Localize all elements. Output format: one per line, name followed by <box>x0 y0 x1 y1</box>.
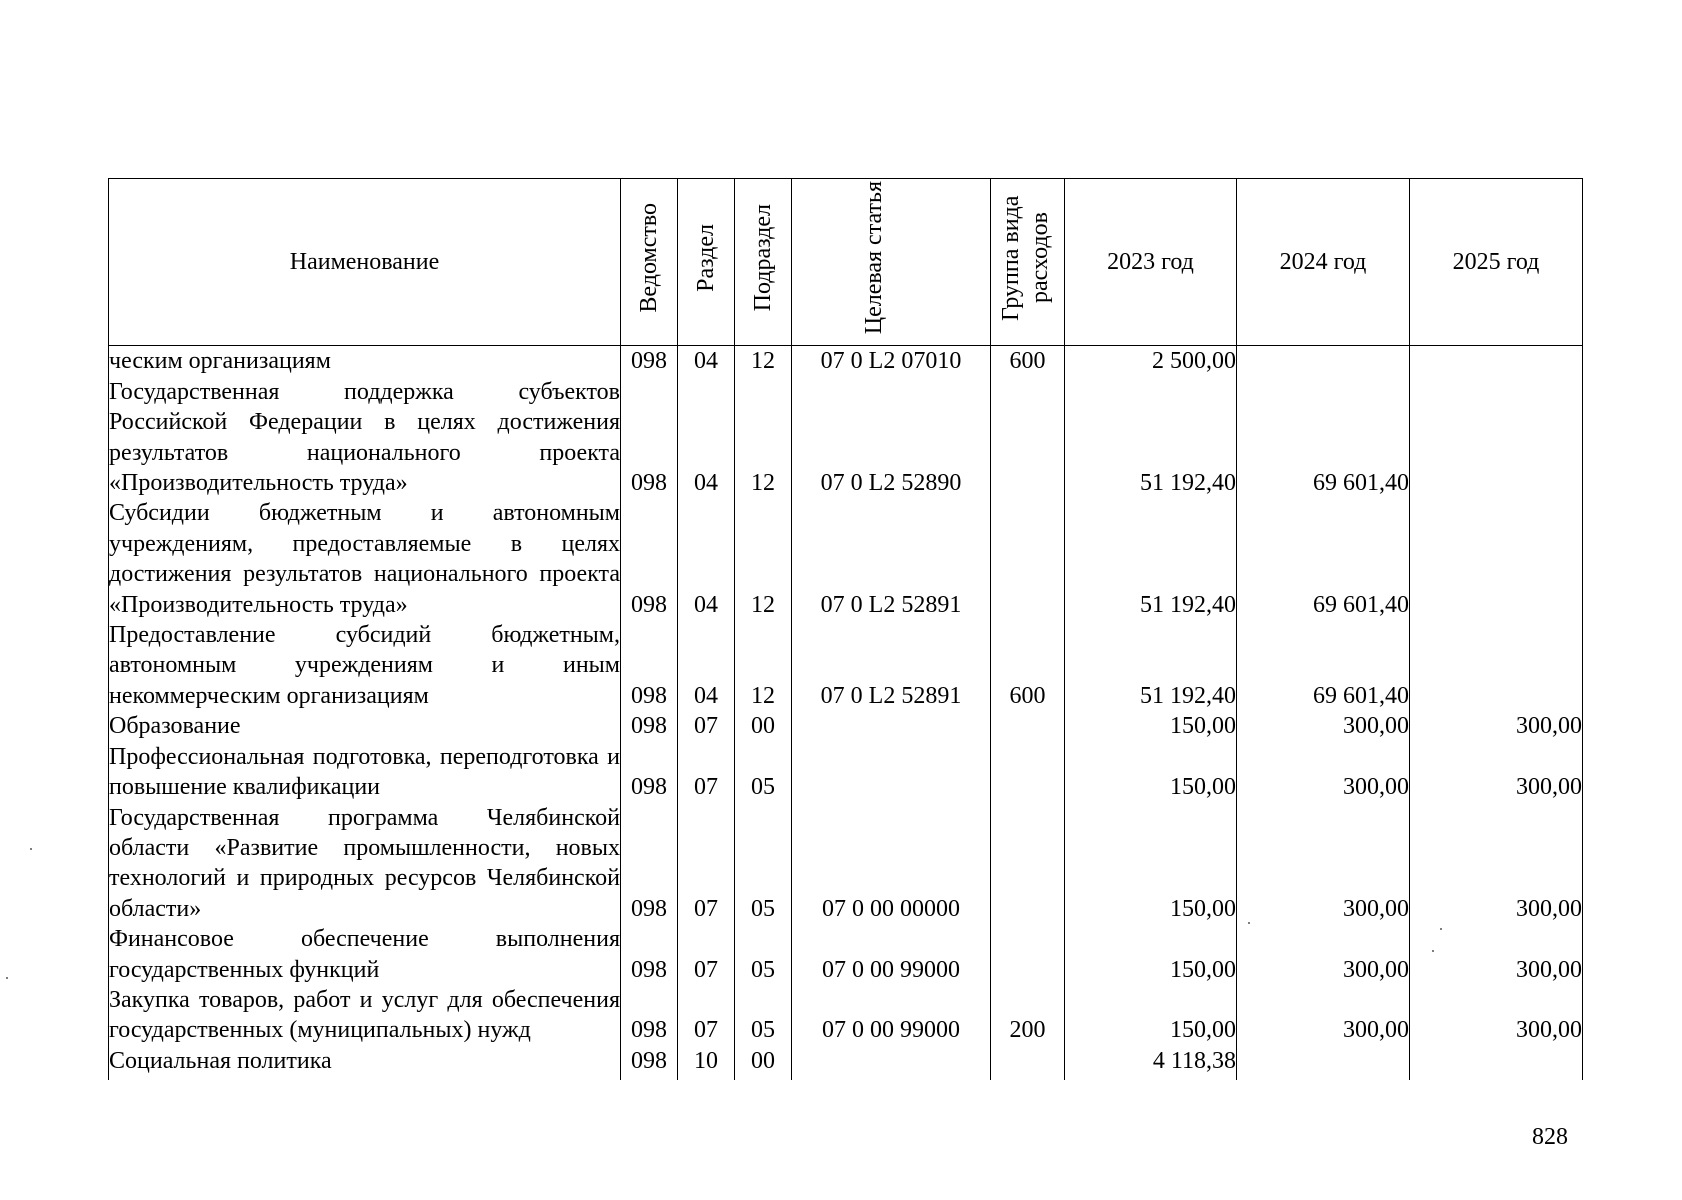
row-section-cell: 07 <box>678 985 735 1046</box>
row-expense-group-cell <box>991 498 1065 620</box>
row-section-cell: 07 <box>678 711 735 741</box>
row-subsection-cell: 05 <box>735 924 792 985</box>
scan-speck <box>30 848 32 850</box>
table-row <box>109 377 1583 499</box>
row-name-cell: Закупка товаров, работ и услуг для обеспечения государственных (муниципальных) нужд <box>109 985 621 1046</box>
row-amount-2024-cell: 300,00 <box>1237 742 1410 803</box>
row-subsection-cell: 00 <box>735 711 792 741</box>
row-amount-2025-cell <box>1410 620 1583 711</box>
row-expense-group-cell <box>991 1046 1065 1080</box>
row-target-article-cell: 07 0 L2 52891 <box>792 498 991 620</box>
row-subsection-cell: 05 <box>735 803 792 925</box>
row-amount-2025-cell <box>1410 498 1583 620</box>
row-amount-2023-cell: 4 118,38 <box>1065 1046 1237 1080</box>
row-department-cell: 098 <box>621 985 678 1046</box>
row-expense-group-cell <box>991 377 1065 499</box>
row-expense-group-cell <box>991 742 1065 803</box>
row-subsection-cell: 05 <box>735 742 792 803</box>
row-amount-2024-cell: 300,00 <box>1237 985 1410 1046</box>
row-department-cell: 098 <box>621 711 678 741</box>
row-subsection-cell: 12 <box>735 498 792 620</box>
row-amount-2023-cell: 51 192,40 <box>1065 620 1237 711</box>
row-section-cell: 04 <box>678 498 735 620</box>
row-amount-2023-cell: 150,00 <box>1065 742 1237 803</box>
row-expense-group-cell <box>991 803 1065 925</box>
row-subsection-cell: 00 <box>735 1046 792 1080</box>
table-row <box>109 803 1583 925</box>
row-section-cell: 04 <box>678 620 735 711</box>
row-amount-2025-cell <box>1410 346 1583 377</box>
row-section-cell: 07 <box>678 742 735 803</box>
row-name-cell: Профессиональная подготовка, переподготовка и повышение квалификации <box>109 742 621 803</box>
row-name-cell: Финансовое обеспечение выполнения государственных функций <box>109 924 621 985</box>
row-amount-2023-cell: 150,00 <box>1065 803 1237 925</box>
row-amount-2024-cell: 69 601,40 <box>1237 498 1410 620</box>
header-department: Ведомство <box>621 179 678 346</box>
row-amount-2023-cell: 150,00 <box>1065 711 1237 741</box>
table-row <box>109 498 1583 620</box>
row-amount-2025-cell: 300,00 <box>1410 711 1583 741</box>
row-target-article-cell: 07 0 00 00000 <box>792 803 991 925</box>
row-section-cell: 10 <box>678 1046 735 1080</box>
header-year-2023: 2023 год <box>1065 179 1237 346</box>
row-expense-group-cell <box>991 711 1065 741</box>
row-amount-2024-cell: 300,00 <box>1237 803 1410 925</box>
row-target-article-cell <box>792 1046 991 1080</box>
row-name-cell: Государственная поддержка субъектов Российской Федерации в целях достижения результатов национального проекта «Производительность труда» <box>109 377 621 499</box>
row-section-cell: 04 <box>678 346 735 377</box>
row-name-cell: Образование <box>109 711 621 741</box>
row-department-cell: 098 <box>621 803 678 925</box>
row-section-cell: 07 <box>678 803 735 925</box>
row-section-cell: 07 <box>678 924 735 985</box>
row-amount-2024-cell: 69 601,40 <box>1237 620 1410 711</box>
row-expense-group-cell: 600 <box>991 346 1065 377</box>
row-amount-2023-cell: 51 192,40 <box>1065 498 1237 620</box>
row-amount-2024-cell: 300,00 <box>1237 711 1410 741</box>
row-subsection-cell: 05 <box>735 985 792 1046</box>
table-row <box>109 620 1583 711</box>
row-target-article-cell: 07 0 00 99000 <box>792 924 991 985</box>
row-amount-2025-cell: 300,00 <box>1410 985 1583 1046</box>
header-expense-group: Группа вида расходов <box>991 179 1065 346</box>
row-department-cell: 098 <box>621 620 678 711</box>
page-number: 828 <box>1532 1124 1568 1150</box>
row-department-cell: 098 <box>621 346 678 377</box>
row-department-cell: 098 <box>621 924 678 985</box>
row-name-cell: Социальная политика <box>109 1046 621 1080</box>
row-amount-2024-cell <box>1237 346 1410 377</box>
row-expense-group-cell <box>991 924 1065 985</box>
row-target-article-cell: 07 0 L2 52891 <box>792 620 991 711</box>
table-body <box>109 346 1583 1080</box>
header-name: Наименование <box>109 179 621 346</box>
header-section: Раздел <box>678 179 735 346</box>
row-amount-2023-cell: 150,00 <box>1065 985 1237 1046</box>
header-year-2024: 2024 год <box>1237 179 1410 346</box>
row-target-article-cell: 07 0 00 99000 <box>792 985 991 1046</box>
row-target-article-cell <box>792 742 991 803</box>
row-target-article-cell: 07 0 L2 52890 <box>792 377 991 499</box>
table-row <box>109 346 1583 377</box>
header-subsection: Подраздел <box>735 179 792 346</box>
row-department-cell: 098 <box>621 498 678 620</box>
header-year-2025: 2025 год <box>1410 179 1583 346</box>
row-expense-group-cell: 600 <box>991 620 1065 711</box>
table-row <box>109 985 1583 1046</box>
scan-speck <box>1440 928 1442 930</box>
row-amount-2023-cell: 150,00 <box>1065 924 1237 985</box>
scan-speck <box>1432 950 1434 952</box>
row-amount-2025-cell: 300,00 <box>1410 924 1583 985</box>
row-amount-2024-cell: 300,00 <box>1237 924 1410 985</box>
scan-speck <box>6 977 8 979</box>
table-row <box>109 1046 1583 1080</box>
table-header-row <box>109 179 1583 346</box>
table-row <box>109 924 1583 985</box>
table-row <box>109 742 1583 803</box>
row-amount-2025-cell: 300,00 <box>1410 742 1583 803</box>
row-amount-2024-cell <box>1237 1046 1410 1080</box>
row-amount-2024-cell: 69 601,40 <box>1237 377 1410 499</box>
row-target-article-cell: 07 0 L2 07010 <box>792 346 991 377</box>
row-name-cell: Предоставление субсидий бюджетным, автономным учреждениям и иным некоммерческим организациям <box>109 620 621 711</box>
scan-speck <box>1248 922 1250 924</box>
row-amount-2025-cell <box>1410 377 1583 499</box>
row-amount-2023-cell: 2 500,00 <box>1065 346 1237 377</box>
row-section-cell: 04 <box>678 377 735 499</box>
row-name-cell: Государственная программа Челябинской области «Развитие промышленности, новых технологий и природных ресурсов Челябинской области» <box>109 803 621 925</box>
row-target-article-cell <box>792 711 991 741</box>
budget-table <box>108 178 1583 1080</box>
row-amount-2025-cell <box>1410 1046 1583 1080</box>
row-department-cell: 098 <box>621 377 678 499</box>
row-subsection-cell: 12 <box>735 620 792 711</box>
row-name-cell: ческим организациям <box>109 346 621 377</box>
row-name-cell: Субсидии бюджетным и автономным учреждениям, предоставляемые в целях достижения результатов национального проекта «Производительность труда» <box>109 498 621 620</box>
header-target-article: Целевая статья <box>792 179 991 346</box>
row-department-cell: 098 <box>621 742 678 803</box>
row-amount-2025-cell: 300,00 <box>1410 803 1583 925</box>
row-expense-group-cell: 200 <box>991 985 1065 1046</box>
row-subsection-cell: 12 <box>735 377 792 499</box>
table-row <box>109 711 1583 741</box>
row-amount-2023-cell: 51 192,40 <box>1065 377 1237 499</box>
row-subsection-cell: 12 <box>735 346 792 377</box>
row-department-cell: 098 <box>621 1046 678 1080</box>
